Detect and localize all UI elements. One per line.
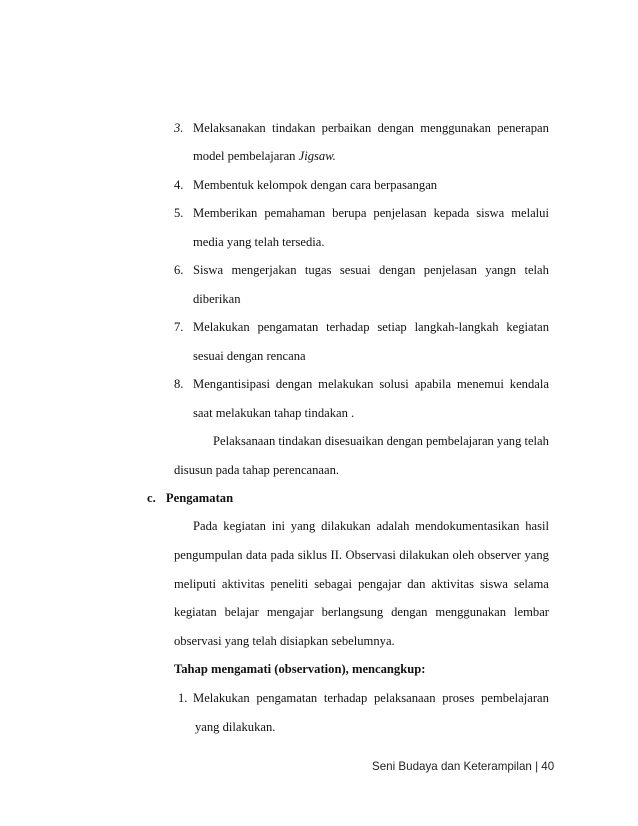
list-item-text: Melakukan pengamatan terhadap setiap langkah-langkah kegiatan (193, 320, 549, 334)
paragraph-line: Pada kegiatan ini yang dilakukan adalah mendokumentasikan hasil (193, 519, 549, 533)
paragraph-line: kegiatan belajar mengajar berlangsung dengan menggunakan lembar (174, 605, 549, 619)
list-item-text: sesuai dengan rencana (193, 349, 306, 363)
list-item-text: yang dilakukan. (195, 720, 276, 734)
list-item-text: Membentuk kelompok dengan cara berpasangan (193, 178, 438, 192)
paragraph-line: meliputi aktivitas peneliti sebagai pengajar dan aktivitas siswa selama (174, 577, 549, 591)
paragraph-line: observasi yang telah disiapkan sebelumnya. (174, 634, 395, 648)
list-item-text: media yang telah tersedia. (193, 235, 325, 249)
list-number: 3. (174, 121, 184, 135)
paragraph-line: disusun pada tahap perencanaan. (174, 463, 340, 477)
list-item-text: model pembelajaran Jigsaw. (193, 149, 336, 163)
list-item-text: diberikan (193, 292, 241, 306)
list-item-text: Memberikan pemahaman berupa penjelasan kepada siswa melalui (193, 206, 549, 220)
list-number: 5. (174, 206, 184, 220)
subheading: Tahap mengamati (observation), mencangkup: (174, 662, 426, 676)
list-number: 7. (174, 320, 184, 334)
list-number: 4. (174, 178, 184, 192)
paragraph-line: Pelaksanaan tindakan disesuaikan dengan pembelajaran yang telah (213, 434, 549, 448)
list-item-text: Mengantisipasi dengan melakukan solusi apabila menemui kendala (193, 377, 549, 391)
list-item-text: Siswa mengerjakan tugas sesuai dengan penjelasan yangn telah (193, 263, 549, 277)
page-footer: Seni Budaya dan Keterampilan | 40 (372, 760, 555, 773)
list-item-text: saat melakukan tahap tindakan . (193, 406, 355, 420)
list-number: 8. (174, 377, 184, 391)
section-letter: c. (147, 491, 156, 505)
section-heading (147, 490, 233, 506)
paragraph-line: pengumpulan data pada siklus II. Observasi dilakukan oleh observer yang (174, 548, 549, 562)
list-number: 1. (178, 691, 188, 705)
list-number: 6. (174, 263, 184, 277)
list-item-text: Melaksanakan tindakan perbaikan dengan menggunakan penerapan (193, 121, 549, 135)
section-title: Pengamatan (165, 491, 234, 505)
list-item-text: Melakukan pengamatan terhadap pelaksanaan proses pembelajaran (193, 691, 549, 705)
